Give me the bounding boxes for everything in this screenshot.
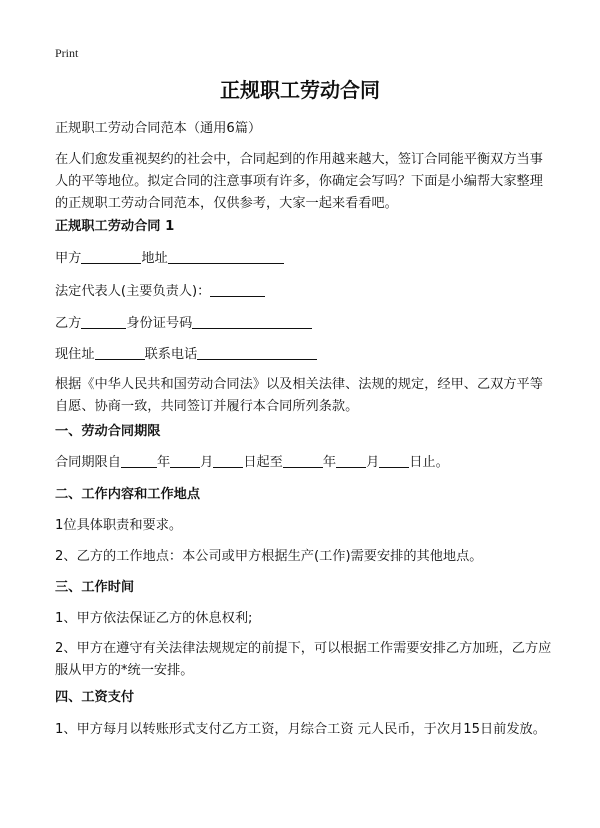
- party-a-line: [55, 248, 555, 270]
- intro-paragraph: 在人们愈发重视契约的社会中，合同起到的作用越来越大，签订合同能平衡双方当事人的平等地位。拟定合同的注意事项有许多，你确定会写吗？下面是小编帮大家整理的正规职工劳动合同范本，仅供参考，大家一起来看看吧。: [55, 152, 543, 211]
- party-a-label: 甲方: [55, 251, 82, 266]
- legal-rep-line: [55, 281, 555, 303]
- section-2-item-2: 2、乙方的工作地点：本公司或甲方根据生产(工作)需要安排的其他地点。: [55, 549, 483, 564]
- document-subtitle: 正规职工劳动合同范本（通用6篇）: [55, 121, 262, 136]
- start-month-label: 月: [200, 455, 214, 470]
- legal-rep-blank[interactable]: [210, 282, 265, 297]
- party-a-address-label: 地址: [141, 251, 168, 266]
- residence-blank[interactable]: [95, 345, 145, 360]
- party-b-id-blank[interactable]: [192, 314, 312, 329]
- legal-basis-paragraph: 根据《中华人民共和国劳动合同法》以及相关法律、法规的规定，经甲、乙双方平等自愿、协商一致，共同签订并履行本合同所列条款。: [55, 377, 543, 414]
- section-1-heading: 一、劳动合同期限: [55, 424, 161, 439]
- section-3-heading: 三、工作时间: [55, 580, 135, 595]
- print-link[interactable]: Print: [55, 46, 79, 60]
- end-year-blank[interactable]: [283, 453, 323, 468]
- contract-term-line: [55, 452, 555, 474]
- phone-blank[interactable]: [197, 345, 317, 360]
- residence-line: [55, 344, 555, 366]
- party-b-name-blank[interactable]: [81, 314, 126, 329]
- start-month-blank[interactable]: [170, 453, 200, 468]
- end-year-label: 年: [322, 455, 337, 470]
- contract-1-heading: 正规职工劳动合同 1: [55, 219, 175, 234]
- party-b-id-label: 身份证号码: [126, 316, 193, 331]
- term-prefix: 合同期限自: [55, 455, 121, 470]
- end-month-label: 月: [366, 455, 380, 470]
- legal-rep-label: 法定代表人(主要负责人)：: [55, 284, 211, 299]
- party-a-address-blank[interactable]: [168, 249, 284, 264]
- end-day-blank[interactable]: [379, 453, 409, 468]
- section-4-heading: 四、工资支付: [55, 690, 135, 705]
- start-day-label: 日起至: [243, 455, 283, 470]
- document-title: 正规职工劳动合同: [220, 78, 380, 102]
- end-month-blank[interactable]: [336, 453, 366, 468]
- section-2-item-1: 1位具体职责和要求。: [55, 518, 183, 533]
- start-year-label: 年: [156, 455, 171, 470]
- phone-label: 联系电话: [144, 347, 198, 362]
- party-a-name-blank[interactable]: [81, 249, 141, 264]
- start-year-blank[interactable]: [121, 453, 157, 468]
- end-day-label: 日止。: [409, 455, 449, 470]
- section-3-item-1: 1、甲方依法保证乙方的休息权利;: [55, 611, 253, 626]
- section-4-item-1: 1、甲方每月以转账形式支付乙方工资，月综合工资 元人民币，于次月15日前发放。: [55, 722, 546, 737]
- party-b-label: 乙方: [55, 316, 82, 331]
- section-2-heading: 二、工作内容和工作地点: [55, 487, 201, 502]
- residence-label: 现住址: [55, 347, 95, 362]
- start-day-blank[interactable]: [213, 453, 243, 468]
- party-b-line: [55, 313, 555, 335]
- section-3-item-2: 2、甲方在遵守有关法律法规规定的前提下，可以根据工作需要安排乙方加班，乙方应服从甲方的*统一安排。: [55, 641, 552, 678]
